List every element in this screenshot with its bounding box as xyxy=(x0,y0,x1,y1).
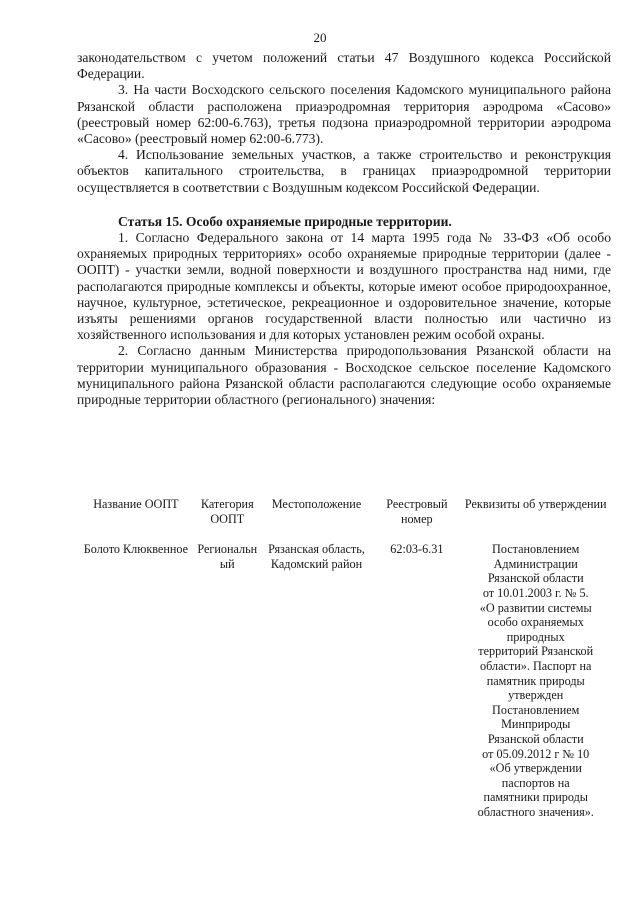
header-registry: Реестровый номер xyxy=(386,497,448,526)
approval-line: «О развитии системы xyxy=(479,600,592,615)
approval-line: Постановлением xyxy=(492,542,580,557)
header-location: Местоположение xyxy=(271,497,362,511)
cell-category: Региональный xyxy=(197,542,258,571)
approval-line: утвержден xyxy=(508,688,564,703)
approval-line: особо охраняемых xyxy=(487,615,584,630)
approval-line: территорий Рязанской xyxy=(478,644,594,659)
header-name: Название ООПТ xyxy=(93,497,179,511)
approval-line: областного значения». xyxy=(477,804,594,819)
protected-areas-table xyxy=(77,497,611,819)
approval-line: Постановлением xyxy=(492,702,580,717)
approval-line: паспортов на xyxy=(501,775,570,790)
document-body xyxy=(77,50,611,408)
paragraph-3-airfield: 3. На части Восходского сельского поселения Кадомского муниципального района Рязанской области расположена приаэродромная территория аэродрома «Сасово» (реестровый номер 62:00-6.763), третья подзона приаэродромной территории аэродрома «Сасово» (реестровый номер 62:00-6.773). xyxy=(77,82,611,147)
cell-location: Рязанская область, Кадомский район xyxy=(268,542,365,571)
approval-line: Администрации xyxy=(493,556,578,571)
cell-approval xyxy=(460,542,611,819)
cell-registry: 62:03-6.31 xyxy=(390,542,444,557)
table-row xyxy=(77,542,611,819)
approval-line: Рязанской области xyxy=(487,731,584,746)
approval-line: «Об утверждении xyxy=(489,761,582,776)
page-number: 20 xyxy=(313,30,327,45)
paragraph-continuation: законодательством с учетом положений статьи 47 Воздушного кодекса Российской Федерации. xyxy=(77,50,611,82)
approval-line: памятник природы xyxy=(486,673,585,688)
article-15-heading: Статья 15. Особо охраняемые природные территории. xyxy=(118,213,452,229)
cell-name: Болото Клюквенное xyxy=(83,542,189,557)
approval-line: от 05.09.2012 г № 10 xyxy=(482,746,590,761)
header-category: Категория ООПТ xyxy=(200,497,254,526)
paragraph-2-ministry-data: 2. Согласно данным Министерства природопользования Рязанской области на территории муниципального образования - Восходское сельское поселение Кадомского муниципального района Рязанской области располагаются следующие особо охраняемые природные территории областного (регионального) значения: xyxy=(77,343,611,408)
approval-line: от 10.01.2003 г. № 5. xyxy=(482,585,589,600)
approval-line: памятники природы xyxy=(483,790,588,805)
approval-line: области». Паспорт на xyxy=(480,658,592,673)
approval-line: природных xyxy=(506,629,565,644)
approval-line: Минприроды xyxy=(501,717,571,732)
approval-line: Рязанской области xyxy=(487,571,584,586)
header-approval: Реквизиты об утверждении xyxy=(464,497,607,511)
paragraph-1-definition: 1. Согласно Федерального закона от 14 марта 1995 года № 33-ФЗ «Об особо охраняемых природных территориях» особо охраняемые природные территории (далее - ООПТ) - участки земли, водной поверхности и воздушного пространства над ними, где располагаются природные комплексы и объекты, которые имеют особое природоохранное, научное, культурное, эстетическое, рекреационное и оздоровительное значение, которые изъяты решениями органов государственной власти полностью или частично из хозяйственного использования и для которых установлен режим особой охраны. xyxy=(77,230,611,343)
table-header-row xyxy=(77,497,611,542)
paragraph-4-land-use: 4. Использование земельных участков, а также строительство и реконструкция объектов капитального строительства, в границах приаэродромной территории осуществляется в соответствии с Воздушным кодексом Российской Федерации. xyxy=(77,147,611,195)
